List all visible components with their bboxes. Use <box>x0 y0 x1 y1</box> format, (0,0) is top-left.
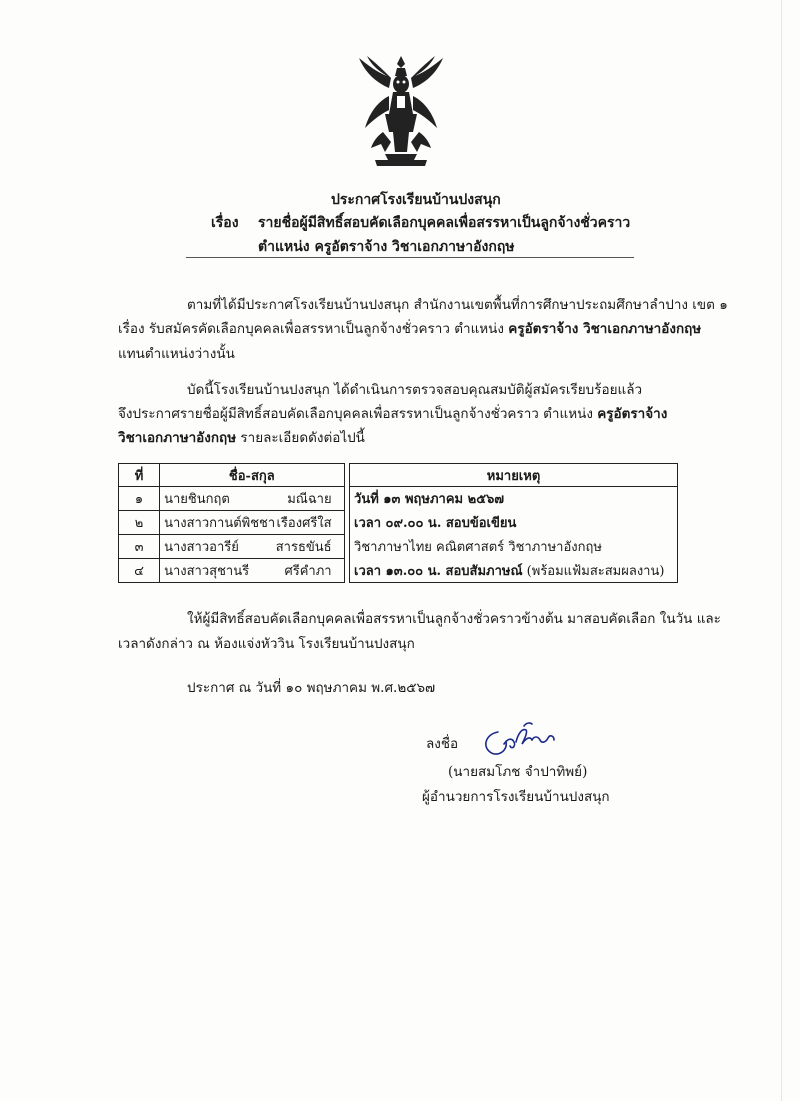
para2-line2-bold: ครูอัตราจ้าง <box>597 406 668 422</box>
signer-title: ผู้อำนวยการโรงเรียนบ้านปงสนุก <box>422 789 610 805</box>
garuda-emblem-icon <box>355 52 447 170</box>
para1-line3: แทนตำแหน่งว่างนั้น <box>118 346 235 362</box>
note-cell <box>350 487 678 511</box>
candidate-name-cell <box>160 559 345 583</box>
para1-line2 <box>118 323 701 337</box>
subject-label: เรื่อง <box>211 215 239 231</box>
table-row <box>119 511 678 535</box>
note-cell <box>350 559 678 583</box>
table-header-row <box>119 464 678 487</box>
para1-line2-bold: ครูอัตราจ้าง วิชาเอกภาษาอังกฤษ <box>508 321 702 337</box>
subject-line: รายชื่อผู้มีสิทธิ์สอบคัดเลือกบุคคลเพื่อสรรหาเป็นลูกจ้างชั่วคราว <box>258 215 631 231</box>
para3-line2: เวลาดังกล่าว ณ ห้องแจ่งหัววิน โรงเรียนบ้านปงสนุก <box>118 636 415 652</box>
col-header-name: ชื่อ-สกุล <box>160 464 345 487</box>
table-row <box>119 559 678 583</box>
candidate-first-name: นางสาวอารีย์ <box>164 540 239 555</box>
table-row <box>119 535 678 559</box>
para2-line3-bold: วิชาเอกภาษาอังกฤษ <box>118 430 237 446</box>
para2-line2 <box>118 408 667 422</box>
para2-line1: บัดนี้โรงเรียนบ้านปงสนุก ได้ดำเนินการตรวจสอบคุณสมบัติผู้สมัครเรียบร้อยแล้ว <box>187 382 643 398</box>
row-number: ๑ <box>119 487 160 511</box>
announcement-title: ประกาศโรงเรียนบ้านปงสนุก <box>331 192 501 208</box>
announcement-date: ประกาศ ณ วันที่ ๑๐ พฤษภาคม พ.ศ.๒๕๖๗ <box>187 680 436 696</box>
candidate-name-cell <box>160 511 345 535</box>
candidate-first-name: นางสาวกานต์พิชชา <box>164 516 276 531</box>
header-divider <box>186 257 634 258</box>
para1-line2-text: เรื่อง รับสมัครคัดเลือกบุคคลเพื่อสรรหาเป็นลูกจ้างชั่วคราว ตำแหน่ง <box>118 321 504 337</box>
position-line: ตำแหน่ง ครูอัตราจ้าง วิชาเอกภาษาอังกฤษ <box>258 239 515 255</box>
para2-line3 <box>118 432 365 446</box>
candidate-last-name: มณีฉาย <box>287 492 332 507</box>
table-row <box>119 487 678 511</box>
para2-line3-text: รายละเอียดดังต่อไปนี้ <box>240 430 365 446</box>
candidate-name-cell <box>160 487 345 511</box>
col-header-note: หมายเหตุ <box>350 464 678 487</box>
candidates-table <box>118 463 678 583</box>
candidate-first-name: นางสาวสุชานรี <box>164 564 250 579</box>
para2-line2-text: จึงประกาศรายชื่อผู้มีสิทธิ์สอบคัดเลือกบุคคลเพื่อสรรหาเป็นลูกจ้างชั่วคราว ตำแหน่ง <box>118 406 593 422</box>
candidate-first-name: นายชินกฤต <box>164 492 230 507</box>
handwritten-signature-icon <box>478 718 568 758</box>
para3-line1: ให้ผู้มีสิทธิ์สอบคัดเลือกบุคคลเพื่อสรรหาเป็นลูกจ้างชั่วคราวข้างต้น มาสอบคัดเลือก ในวัน และ <box>187 611 721 627</box>
row-number: ๓ <box>119 535 160 559</box>
sign-label: ลงชื่อ <box>426 736 459 752</box>
col-header-no: ที่ <box>119 464 160 487</box>
row-number: ๔ <box>119 559 160 583</box>
note-cell <box>350 511 678 535</box>
note-text: (พร้อมแฟ้มสะสมผลงาน) <box>522 563 665 579</box>
candidate-name-cell <box>160 535 345 559</box>
note-cell <box>350 535 678 559</box>
note-text: วิชาภาษาไทย คณิตศาสตร์ วิชาภาษาอังกฤษ <box>354 540 602 555</box>
note-bold: เวลา ๑๓.๐๐ น. สอบสัมภาษณ์ <box>354 563 523 579</box>
candidate-last-name: ศรีคำภา <box>284 564 332 579</box>
row-number: ๒ <box>119 511 160 535</box>
candidate-last-name: สารธขันธ์ <box>275 540 332 555</box>
note-bold: วันที่ ๑๓ พฤษภาคม ๒๕๖๗ <box>354 492 505 508</box>
signer-name: (นายสมโภช จำปาทิพย์) <box>448 764 588 780</box>
candidate-last-name: เรืองศรีใส <box>276 516 332 531</box>
note-bold: เวลา ๐๙.๐๐ น. สอบข้อเขียน <box>354 516 517 531</box>
para1-line1: ตามที่ได้มีประกาศโรงเรียนบ้านปงสนุก สำนักงานเขตพื้นที่การศึกษาประถมศึกษาลำปาง เขต ๑ <box>187 297 728 313</box>
